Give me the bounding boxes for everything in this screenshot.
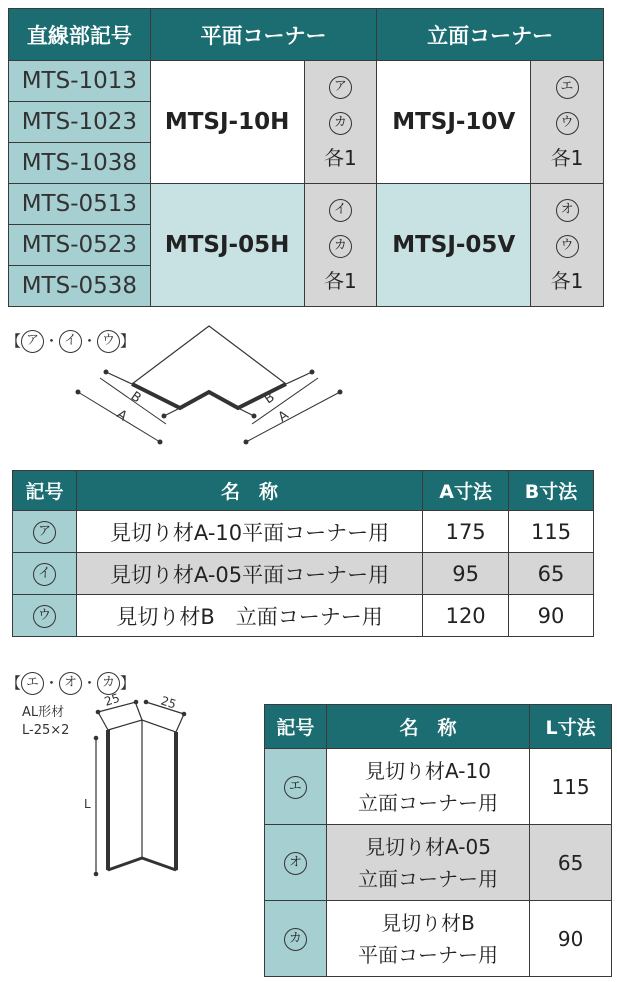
mark-circle: オ: [556, 199, 579, 222]
name-cell: 見切り材B 立面コーナー用: [76, 595, 422, 637]
vertical-product-cell: MTSJ-10V: [377, 61, 531, 184]
vertical-marks-cell: [531, 61, 604, 184]
code-cell: MTS-0538: [9, 266, 151, 307]
mark-circle: エ: [21, 672, 44, 695]
flat-marks-cell: [304, 184, 377, 307]
mark-circle: ウ: [556, 235, 579, 258]
quantity-label: 各1: [550, 146, 584, 170]
vertical-marks-cell: [531, 184, 604, 307]
dim-label-b: B: [127, 388, 144, 407]
mark-circle: カ: [284, 928, 307, 951]
header-l-dimension: L寸法: [530, 705, 612, 749]
quantity-label: 各1: [324, 146, 357, 170]
name-cell: 見切り材A-05 立面コーナー用: [326, 825, 529, 901]
flat-marks-cell: [304, 61, 377, 184]
mark-circle: ア: [329, 76, 352, 99]
header-name: 名 称: [76, 471, 422, 511]
mark-circle: オ: [284, 852, 307, 875]
angle-profile-diagram: [80, 690, 230, 890]
dim-label-a: A: [113, 406, 130, 425]
mark-circle: カ: [97, 672, 120, 695]
header-name: 名 称: [326, 705, 529, 749]
name-cell: 見切り材A-10平面コーナー用: [76, 511, 422, 553]
a-dimension-cell: 95: [423, 553, 509, 595]
table-row: [265, 901, 612, 977]
mark-circle: イ: [33, 563, 56, 586]
name-cell: 見切り材B 平面コーナー用: [326, 901, 529, 977]
quantity-label: 各1: [324, 269, 357, 293]
mark-circle: カ: [329, 235, 352, 258]
header-a-dimension: A寸法: [423, 471, 509, 511]
mark-circle: オ: [59, 672, 82, 695]
b-dimension-cell: 65: [509, 553, 594, 595]
mark-circle: ウ: [556, 112, 579, 135]
mark-circle: ア: [21, 330, 44, 353]
a-dimension-cell: 120: [423, 595, 509, 637]
table-row: [265, 749, 612, 825]
a-dimension-cell: 175: [423, 511, 509, 553]
code-cell: MTS-0523: [9, 225, 151, 266]
name-cell: 見切り材A-05平面コーナー用: [76, 553, 422, 595]
header-mark: 記号: [265, 705, 327, 749]
header-mark: 記号: [13, 471, 77, 511]
l-dimension-cell: 90: [530, 901, 612, 977]
header-b-dimension: B寸法: [509, 471, 594, 511]
code-cell: MTS-1023: [9, 102, 151, 143]
header-flat-corner: 平面コーナー: [150, 9, 377, 61]
table-row: [13, 511, 594, 553]
mark-circle: ウ: [33, 605, 56, 628]
code-cell: MTS-0513: [9, 184, 151, 225]
flat-product-cell: MTSJ-05H: [150, 184, 304, 307]
mark-circle: イ: [329, 199, 352, 222]
code-cell: MTS-1038: [9, 143, 151, 184]
name-cell: 見切り材A-10 立面コーナー用: [326, 749, 529, 825]
header-vertical-corner: 立面コーナー: [377, 9, 604, 61]
table-row: [265, 825, 612, 901]
flat-corner-table: [12, 470, 594, 637]
dim-label-b: B: [261, 389, 278, 408]
dim-label-25: 25: [159, 693, 178, 712]
b-dimension-cell: 90: [509, 595, 594, 637]
dim-label-25: 25: [102, 690, 122, 709]
dim-label-a: A: [275, 407, 292, 426]
flat-product-cell: MTSJ-10H: [150, 61, 304, 184]
mark-circle: イ: [59, 330, 82, 353]
table-row: [13, 553, 594, 595]
flat-corner-diagram: [60, 320, 350, 460]
mark-circle: エ: [284, 776, 307, 799]
l-dimension-cell: 65: [530, 825, 612, 901]
vertical-corner-table: [264, 704, 612, 977]
diagram1-legend: 【 ア ・ イ ・ ウ 】: [6, 330, 135, 353]
mark-circle: ア: [33, 521, 56, 544]
vertical-product-cell: MTSJ-05V: [377, 184, 531, 307]
material-label: AL形材 L-25×2: [22, 705, 70, 738]
main-table: [8, 8, 604, 307]
mark-circle: ウ: [97, 330, 120, 353]
table-row: [13, 595, 594, 637]
header-straight-code: 直線部記号: [9, 9, 151, 61]
b-dimension-cell: 115: [509, 511, 594, 553]
code-cell: MTS-1013: [9, 61, 151, 102]
quantity-label: 各1: [550, 269, 584, 293]
mark-circle: カ: [329, 112, 352, 135]
mark-circle: エ: [556, 76, 579, 99]
dim-label-l: L: [84, 797, 91, 811]
l-dimension-cell: 115: [530, 749, 612, 825]
diagram2-legend: 【 エ ・ オ ・ カ 】: [6, 672, 135, 695]
